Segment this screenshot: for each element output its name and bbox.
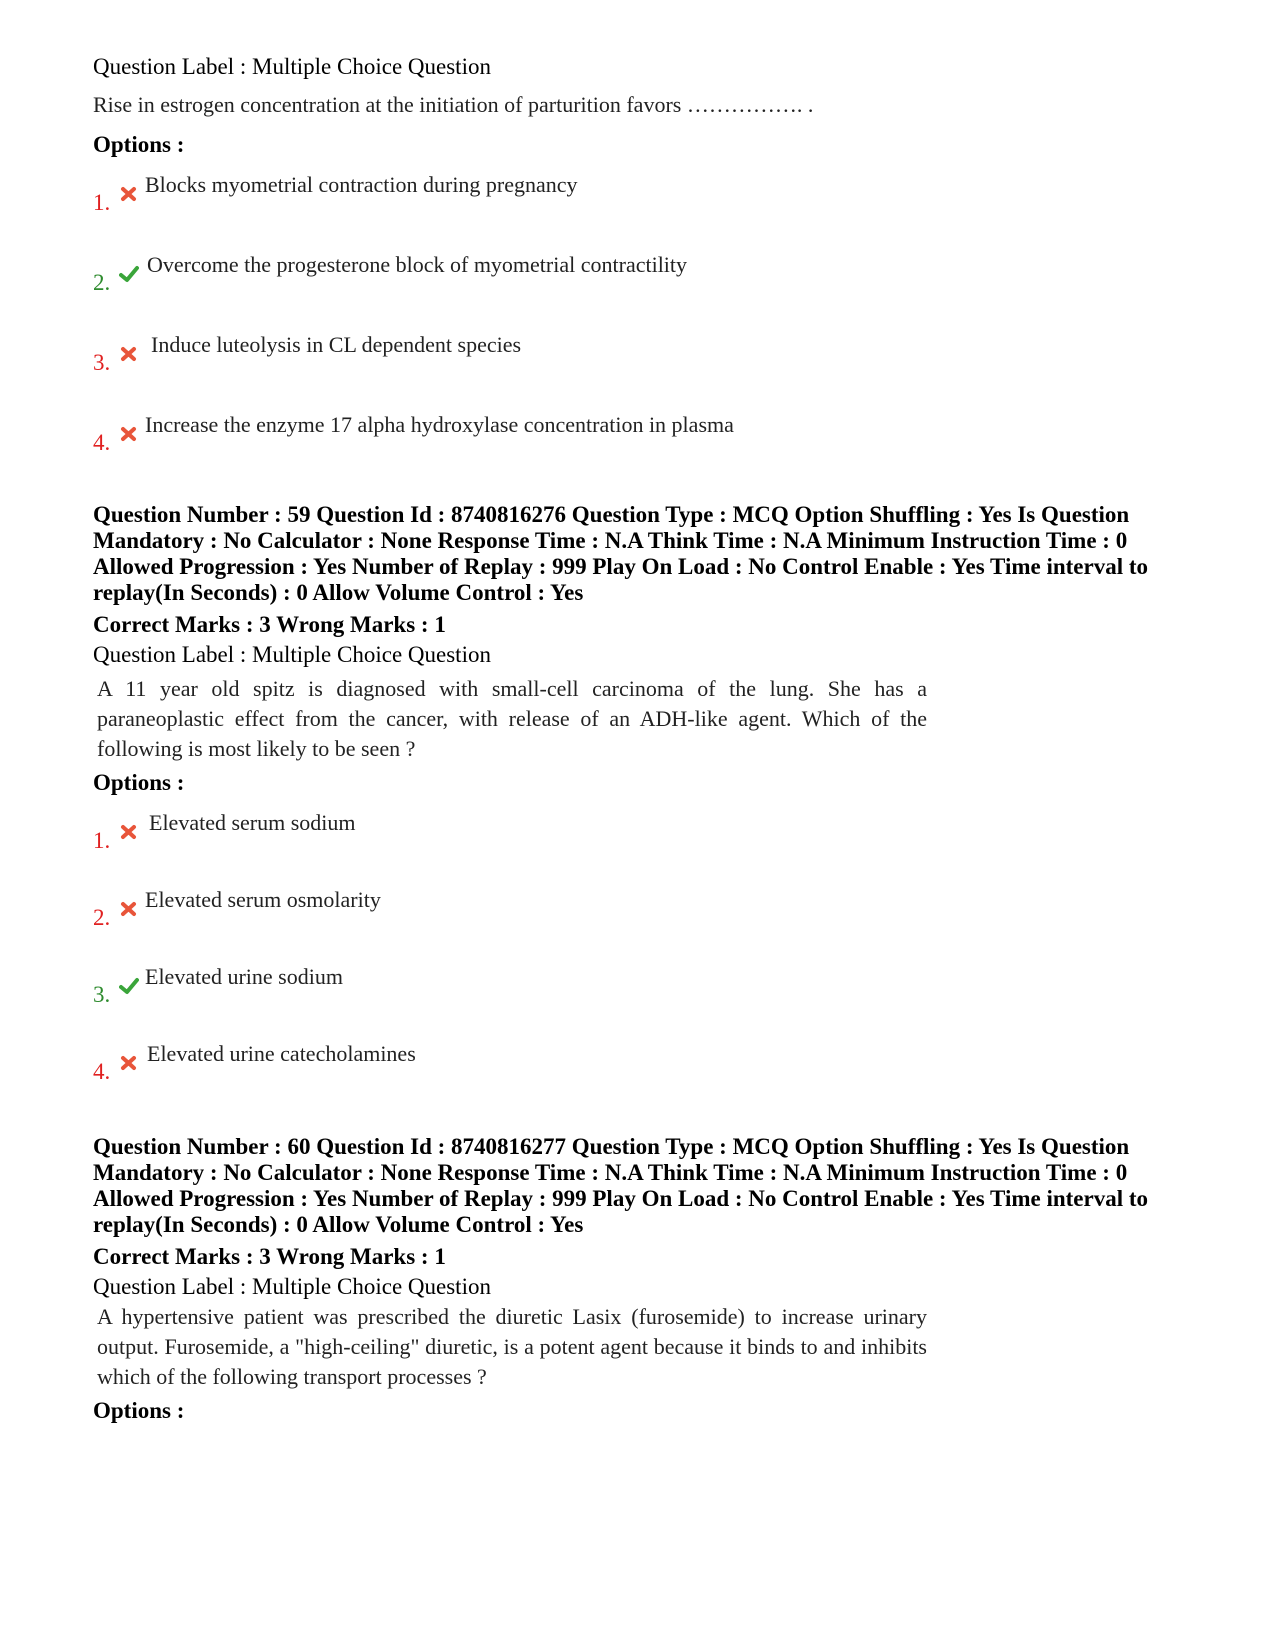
option-1	[93, 170, 1193, 250]
question-label: Question Label : Multiple Choice Question	[93, 54, 491, 79]
question-label: Question Label : Multiple Choice Question	[93, 642, 491, 667]
options-title: Options :	[93, 1398, 185, 1423]
option-number: 2.	[93, 905, 111, 930]
option-text: Increase the enzyme 17 alpha hydroxylase concentration in plasma	[145, 412, 734, 437]
cross-icon	[119, 344, 139, 364]
options-title: Options :	[93, 132, 185, 157]
question-stem: A hypertensive patient was prescribed the diuretic Lasix (furosemide) to increase urinary output. Furosemide, a "high-ceiling" diuretic, is a potent agent because it binds to and inhibits which of the following transport processes ?	[97, 1304, 927, 1389]
option-text: Elevated urine catecholamines	[147, 1041, 416, 1066]
cross-icon	[119, 184, 139, 204]
option-4	[93, 410, 1193, 490]
option-text: Elevated serum sodium	[149, 810, 356, 835]
option-1	[93, 808, 1193, 885]
question-page	[93, 52, 1193, 1426]
option-number: 4.	[93, 430, 111, 455]
cross-icon	[119, 1053, 139, 1073]
option-text: Elevated serum osmolarity	[145, 887, 381, 912]
option-3	[93, 330, 1193, 410]
option-number: 2.	[93, 270, 111, 295]
question-block-59	[93, 502, 1193, 1116]
option-number: 1.	[93, 190, 111, 215]
marks-info: Correct Marks : 3 Wrong Marks : 1	[93, 612, 446, 637]
question-metadata: Question Number : 59 Question Id : 8740816276 Question Type : MCQ Option Shuffling : Yes Is Question Mandatory : No Calculator : None Response Time : N.A Think Time : N.A Minimum Instruction Time : 0 Allowed Progression : Yes Number of Replay : 999 Play On Load : No Control Enable : Yes Time interval to replay(In Seconds) : 0 Allow Volume Control : Yes	[93, 502, 1149, 605]
question-label: Question Label : Multiple Choice Question	[93, 1274, 491, 1299]
option-text: Overcome the progesterone block of myometrial contractility	[147, 252, 688, 277]
option-text: Induce luteolysis in CL dependent species	[151, 332, 522, 357]
question-block-60	[93, 1134, 1193, 1426]
option-4	[93, 1039, 1193, 1116]
option-number: 3.	[93, 350, 111, 375]
cross-icon	[119, 424, 139, 444]
question-stem: A 11 year old spitz is diagnosed with small-cell carcinoma of the lung. She has a paraneoplastic effect from the cancer, with release of an ADH-like agent. Which of the following is most likely to be seen ?	[97, 676, 927, 761]
cross-icon	[119, 899, 139, 919]
option-2	[93, 250, 1193, 330]
option-number: 3.	[93, 982, 111, 1007]
option-3	[93, 962, 1193, 1039]
option-number: 4.	[93, 1059, 111, 1084]
option-number: 1.	[93, 828, 111, 853]
check-icon	[119, 976, 139, 996]
option-2	[93, 885, 1193, 962]
option-text: Blocks myometrial contraction during pregnancy	[145, 172, 578, 197]
cross-icon	[119, 822, 139, 842]
options-title: Options :	[93, 770, 185, 795]
marks-info: Correct Marks : 3 Wrong Marks : 1	[93, 1244, 446, 1269]
question-stem: Rise in estrogen concentration at the initiation of parturition favors ……………. .	[93, 92, 814, 117]
question-metadata: Question Number : 60 Question Id : 8740816277 Question Type : MCQ Option Shuffling : Yes Is Question Mandatory : No Calculator : None Response Time : N.A Think Time : N.A Minimum Instruction Time : 0 Allowed Progression : Yes Number of Replay : 999 Play On Load : No Control Enable : Yes Time interval to replay(In Seconds) : 0 Allow Volume Control : Yes	[93, 1134, 1149, 1237]
check-icon	[119, 264, 139, 284]
option-text: Elevated urine sodium	[145, 964, 343, 989]
question-block-58	[93, 52, 1193, 490]
